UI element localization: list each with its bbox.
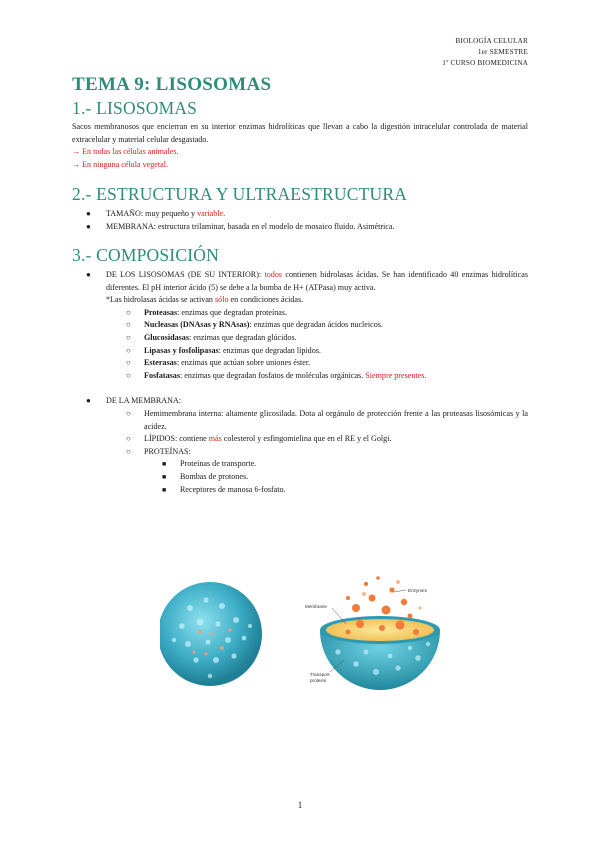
transport-label-2: proteins [310, 678, 327, 683]
document-header [442, 36, 528, 69]
list-item: ● TAMAÑO: muy pequeño y variable. [86, 209, 226, 218]
list-item: ● MEMBRANA: estructura trilaminar, basada en el modelo de mosaico fluido. Asimétrica. [86, 221, 395, 231]
list-item: ○ Hemimembrana interna: altamente glicosilada. Dota al orgánulo de protección frente a las proteasas lisosómicas y la acidez. [126, 408, 528, 431]
list-item: ○ PROTEÍNAS: [126, 446, 191, 456]
definition-paragraph: Sacos membranosos que encierran en su interior enzimas hidrolíticas que llevan a cabo la digestión intracelular controlada de material extracelular y material celular desgastado. [72, 122, 528, 144]
section-composicion [72, 245, 528, 496]
animal-cells-note: → En todas las células animales. [72, 147, 179, 157]
plant-cells-note: → En ninguna célula vegetal. [72, 159, 168, 169]
list-item: ○ Proteasas: enzimas que degradan proteínas. [126, 307, 288, 317]
section-heading: 1.- LISOSOMAS [72, 98, 198, 118]
header-course: 1º CURSO BIOMEDICINA [442, 59, 528, 67]
section-heading: 2.- ESTRUCTURA Y ULTRAESTRUCTURA [72, 184, 408, 204]
section-estructura [72, 184, 528, 233]
list-item: ■ Receptores de manosa 6-fosfato. [162, 484, 286, 494]
page-title: TEMA 9: LISOSOMAS [72, 74, 272, 95]
list-item: ● DE LA MEMBRANA: [86, 396, 182, 406]
page-number: 1 [297, 800, 303, 810]
section-lisosomas [72, 98, 528, 171]
list-item: ■ Bombas de protones. [162, 471, 249, 481]
transport-label-1: Transport [310, 672, 330, 677]
list-item: ○ Esterasas: enzimas que actúan sobre uniones éster. [126, 358, 311, 368]
lysosome-figure [160, 568, 460, 708]
list-item: ○ Fosfatasas: enzimas que degradan fosfatos de moléculas orgánicas. Siempre presentes. [126, 370, 427, 380]
lysosome-illustration [160, 568, 460, 708]
header-semester: 1er SEMESTRE [477, 48, 528, 56]
note: *Las hidrolasas ácidas se activan sólo en condiciones ácidas. [106, 295, 304, 305]
header-subject: BIOLOGÍA CELULAR [455, 37, 528, 45]
list-item: ■ Proteínas de transporte. [162, 459, 257, 469]
list-item: ○ Glucosidasas: enzimas que degradan glúcidos. [126, 332, 297, 342]
list-item: ○ LÍPIDOS: contiene más colesterol y esfingomielina que en el RE y el Golgi. [126, 434, 392, 444]
section-heading: 3.- COMPOSICIÓN [72, 245, 219, 265]
enzymes-label: Enzymes [408, 588, 427, 593]
list-item: ○ Nucleasas (DNAsas y RNAsas): enzimas que degradan ácidos nucleicos. [126, 320, 383, 330]
list-item: ● DE LOS LISOSOMAS (DE SU INTERIOR): todos contienen hidrolasas ácidas. Se han identificado 40 enzimas hidrolíticas diferentes. El pH interior ácido (5) se debe a la bomba de H+ (ATPasa) muy activa. [86, 270, 528, 292]
list-item: ○ Lipasas y fosfolipasas: enzimas que degradan lípidos. [126, 345, 321, 355]
membrane-label: Membrane [305, 604, 327, 609]
